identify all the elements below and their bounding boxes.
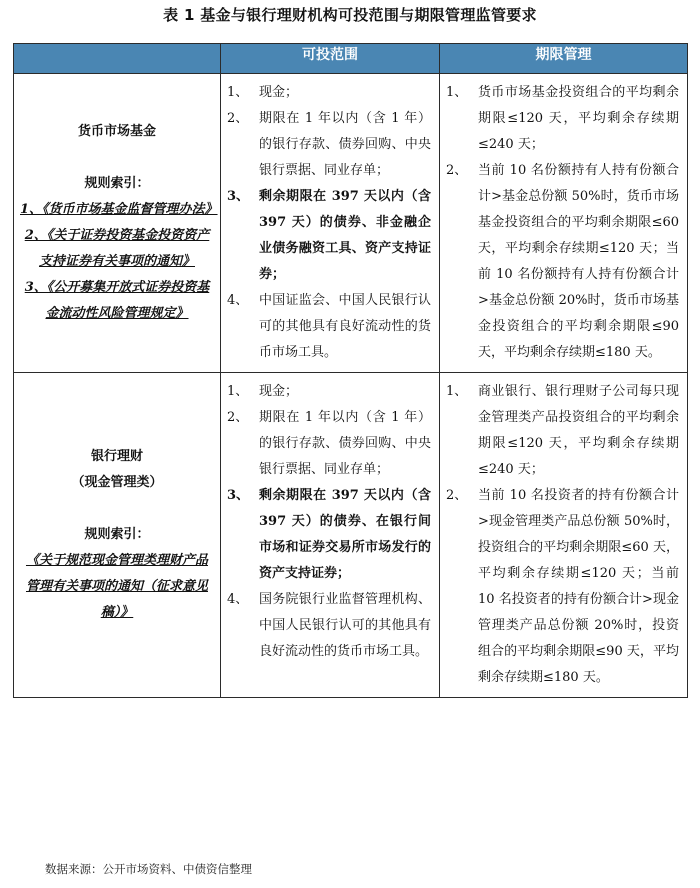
item-number: 3、 — [227, 488, 250, 503]
item-text: 商业银行、银行理财子公司每只现金管理类产品投资组合的平均剩余期限≤120 天，平均剩余存续期≤240 天； — [478, 384, 679, 477]
list-item — [446, 158, 679, 366]
list-item — [227, 288, 431, 366]
header-investable-scope: 可投范围 — [221, 44, 440, 74]
rule-link[interactable]: 2、《关于证券投资基金投资资产支持证券有关事项的通知》 — [24, 228, 210, 269]
item-text: 中国证监会、中国人民银行认可的其他具有良好流动性的货币市场工具。 — [259, 293, 431, 360]
item-number: 2、 — [446, 488, 468, 503]
item-text: 期限在 1 年以内（含 1 年）的银行存款、债券回购、中央银行票据、同业存单； — [259, 410, 431, 477]
row-sublabel: （现金管理类） — [71, 475, 163, 490]
rules-index-label: 规则索引： — [84, 176, 150, 191]
item-number: 1、 — [227, 384, 249, 399]
item-text: 现金； — [259, 384, 299, 399]
list-item — [227, 587, 431, 665]
item-text: 期限在 1 年以内（含 1 年）的银行存款、债券回购、中央银行票据、同业存单； — [259, 111, 431, 178]
header-term-management: 期限管理 — [440, 44, 688, 74]
row-label: 银行理财 — [90, 449, 143, 464]
item-text: 当前 10 名份额持有人持有份额合计>基金总份额 50%时，货币市场基金投资组合的平均剩余期限≤60 天，平均剩余存续期≤120 天；当前 10 名份额持有人持有份额合计>基金总份额 20%时，货币市场基金投资组合的平均剩余期限≤90 天，平均剩余存续期≤180 天。 — [478, 163, 679, 360]
item-text: 剩余期限在 397 天以内（含 397 天）的债券、非金融企业债务融资工具、资产支持证券； — [259, 189, 431, 282]
list-item — [227, 405, 431, 483]
rules-index-label: 规则索引： — [84, 527, 150, 542]
row-label: 货币市场基金 — [77, 124, 156, 139]
list-item — [227, 483, 431, 587]
item-number: 3、 — [227, 189, 250, 204]
scope-list — [221, 74, 439, 372]
term-cell — [440, 373, 688, 698]
item-text: 剩余期限在 397 天以内（含 397 天）的债券、在银行间市场和证券交易所市场发行的资产支持证券； — [259, 488, 431, 581]
list-item — [446, 80, 679, 158]
term-list — [440, 373, 687, 697]
item-number: 2、 — [446, 163, 468, 178]
item-number: 2、 — [227, 410, 249, 425]
row-label-cell — [14, 74, 221, 373]
item-number: 1、 — [446, 384, 468, 399]
data-source-note: 数据来源：公开市场资料、中债资信整理 — [45, 862, 252, 876]
term-cell — [440, 74, 688, 373]
item-text: 当前 10 名投资者的持有份额合计>现金管理类产品总份额 50%时，投资组合的平均剩余期限≤60 天，平均剩余存续期≤120 天；当前 10 名投资者的持有份额合计>现金管理类产品总份额 20%时，投资组合的平均剩余期限≤90 天，平均剩余存续期≤180 天。 — [478, 488, 679, 685]
table-title: 表 1 基金与银行理财机构可投范围与期限管理监管要求 — [163, 6, 537, 24]
item-text: 国务院银行业监督管理机构、中国人民银行认可的其他具有良好流动性的货币市场工具。 — [259, 592, 431, 659]
rule-link[interactable]: 1、《货币市场基金监督管理办法》 — [20, 202, 218, 217]
term-list — [440, 74, 687, 372]
list-item — [227, 379, 431, 405]
row-label-cell — [14, 373, 221, 698]
table-header-row — [14, 44, 688, 74]
scope-list — [221, 373, 439, 671]
item-number: 4、 — [227, 293, 249, 308]
item-text: 货币市场基金投资组合的平均剩余期限≤120 天，平均剩余存续期≤240 天； — [478, 85, 679, 152]
item-number: 4、 — [227, 592, 249, 607]
table-row — [14, 74, 688, 373]
table-row — [14, 373, 688, 698]
list-item — [446, 483, 679, 691]
scope-cell — [221, 373, 440, 698]
header-empty — [14, 44, 221, 74]
rule-link[interactable]: 《关于规范现金管理类理财产品管理有关事项的通知（征求意见稿）》 — [25, 553, 208, 620]
item-text: 现金； — [259, 85, 299, 100]
item-number: 1、 — [227, 85, 249, 100]
list-item — [227, 184, 431, 288]
list-item — [227, 80, 431, 106]
item-number: 1、 — [446, 85, 468, 100]
item-number: 2、 — [227, 111, 249, 126]
scope-cell — [221, 74, 440, 373]
list-item — [227, 106, 431, 184]
regulation-table — [13, 43, 688, 698]
list-item — [446, 379, 679, 483]
rule-link[interactable]: 3、《公开募集开放式证券投资基金流动性风险管理规定》 — [24, 280, 210, 321]
